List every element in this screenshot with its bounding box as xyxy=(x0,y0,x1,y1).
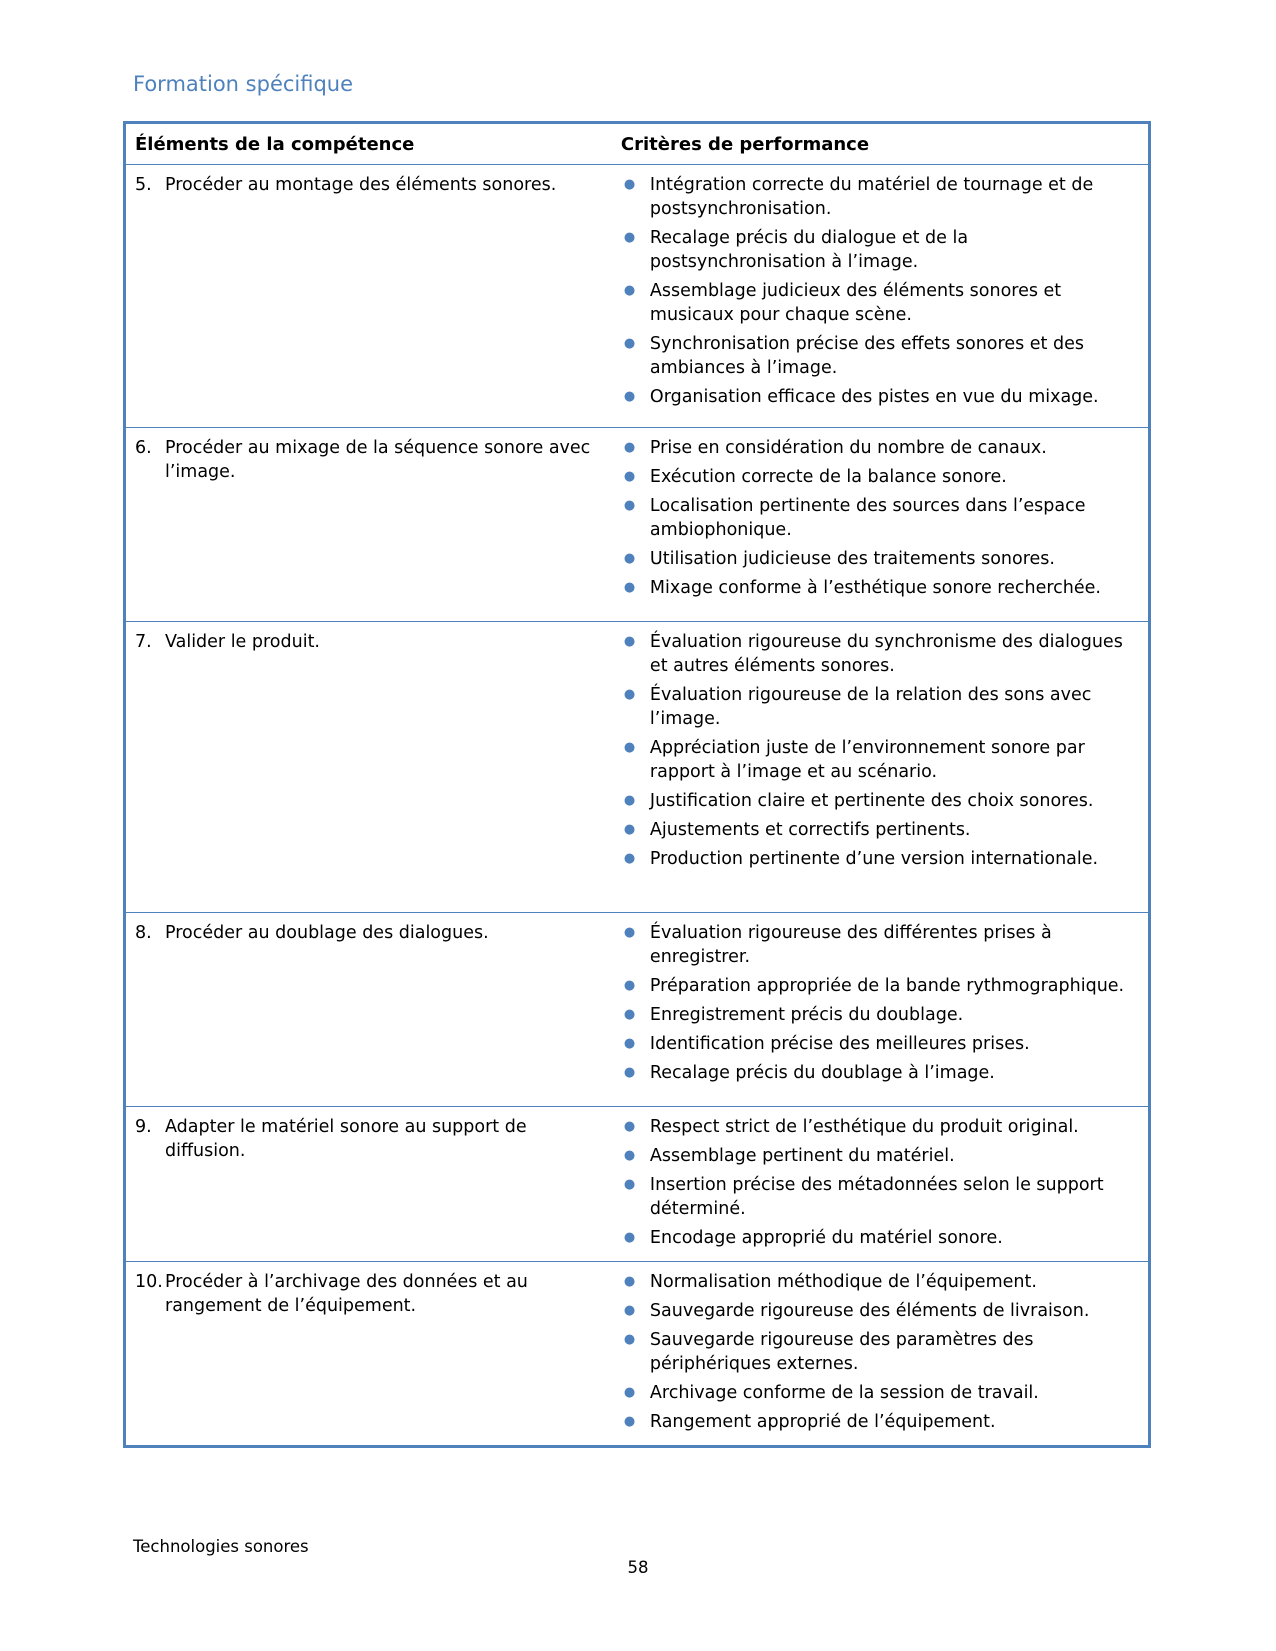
element-text: Adapter le matériel sonore au support de diffusion. xyxy=(165,1117,527,1161)
list-item xyxy=(620,847,1140,871)
bullet-icon: ● xyxy=(623,1065,636,1080)
criterion-text: Évaluation rigoureuse du synchronisme des dialogues et autres éléments sonores. xyxy=(649,632,1123,676)
table-row xyxy=(125,428,1150,622)
competence-table xyxy=(123,121,1151,1448)
list-item xyxy=(620,279,1140,327)
criteria-list xyxy=(620,1270,1140,1434)
list-item xyxy=(620,1226,1140,1250)
element-number: 6. xyxy=(135,438,152,458)
criterion-text: Évaluation rigoureuse des différentes prises à enregistrer. xyxy=(649,923,1052,967)
bullet-icon: ● xyxy=(623,1007,636,1022)
criterion-text: Encodage approprié du matériel sonore. xyxy=(649,1228,1003,1248)
element-cell xyxy=(125,622,612,913)
bullet-icon: ● xyxy=(623,1177,636,1192)
list-item xyxy=(620,974,1140,998)
criterion-text: Prise en considération du nombre de canaux. xyxy=(649,438,1047,458)
criteria-cell xyxy=(612,1262,1150,1447)
element-text: Procéder au mixage de la séquence sonore avec l’image. xyxy=(165,438,591,482)
bullet-icon: ● xyxy=(623,1230,636,1245)
table-row xyxy=(125,165,1150,428)
criterion-text: Ajustements et correctifs pertinents. xyxy=(649,820,971,840)
list-item xyxy=(620,1032,1140,1056)
page-number: 58 xyxy=(627,1558,649,1577)
criterion-text: Mixage conforme à l’esthétique sonore recherchée. xyxy=(649,578,1101,598)
criterion-text: Archivage conforme de la session de travail. xyxy=(649,1383,1039,1403)
bullet-icon: ● xyxy=(623,1332,636,1347)
list-item xyxy=(620,818,1140,842)
criterion-text: Synchronisation précise des effets sonores et des ambiances à l’image. xyxy=(649,334,1084,378)
bullet-icon: ● xyxy=(623,687,636,702)
list-item xyxy=(620,332,1140,380)
criterion-text: Enregistrement précis du doublage. xyxy=(649,1005,964,1025)
element-number: 5. xyxy=(135,175,152,195)
list-item xyxy=(620,1003,1140,1027)
element-cell xyxy=(125,1262,612,1447)
list-item xyxy=(620,683,1140,731)
bullet-icon: ● xyxy=(623,1119,636,1134)
bullet-icon: ● xyxy=(623,822,636,837)
list-item xyxy=(620,1299,1140,1323)
bullet-icon: ● xyxy=(623,1036,636,1051)
footer-text: Technologies sonores xyxy=(133,1537,309,1556)
bullet-icon: ● xyxy=(623,551,636,566)
criterion-text: Recalage précis du doublage à l’image. xyxy=(649,1063,995,1083)
bullet-icon: ● xyxy=(623,336,636,351)
list-item xyxy=(620,1410,1140,1434)
criterion-text: Sauvegarde rigoureuse des éléments de livraison. xyxy=(649,1301,1090,1321)
criterion-text: Rangement approprié de l’équipement. xyxy=(649,1412,996,1432)
criterion-text: Utilisation judicieuse des traitements sonores. xyxy=(649,549,1055,569)
criteria-cell xyxy=(612,165,1150,428)
element-text: Procéder au doublage des dialogues. xyxy=(165,923,489,943)
list-item xyxy=(620,1144,1140,1168)
bullet-icon: ● xyxy=(623,1303,636,1318)
list-item xyxy=(620,436,1140,460)
bullet-icon: ● xyxy=(623,177,636,192)
criterion-text: Évaluation rigoureuse de la relation des sons avec l’image. xyxy=(649,685,1092,729)
criteria-list xyxy=(620,921,1140,1085)
list-item xyxy=(620,547,1140,571)
criterion-text: Sauvegarde rigoureuse des paramètres des périphériques externes. xyxy=(649,1330,1034,1374)
list-item xyxy=(620,1270,1140,1294)
bullet-icon: ● xyxy=(623,498,636,513)
table-row xyxy=(125,622,1150,913)
criterion-text: Recalage précis du dialogue et de la postsynchronisation à l’image. xyxy=(649,228,969,272)
table-row xyxy=(125,1262,1150,1447)
criterion-text: Justification claire et pertinente des choix sonores. xyxy=(649,791,1094,811)
list-item xyxy=(620,494,1140,542)
criterion-text: Exécution correcte de la balance sonore. xyxy=(649,467,1007,487)
criterion-text: Production pertinente d’une version internationale. xyxy=(649,849,1099,869)
criteria-list xyxy=(620,436,1140,600)
element-text: Valider le produit. xyxy=(165,632,320,652)
list-item xyxy=(620,921,1140,969)
element-number: 7. xyxy=(135,632,152,652)
table-header-row xyxy=(125,123,1150,165)
element-text: Procéder à l’archivage des données et au rangement de l’équipement. xyxy=(165,1272,528,1316)
criteria-list xyxy=(620,630,1140,871)
criterion-text: Assemblage pertinent du matériel. xyxy=(649,1146,955,1166)
criterion-text: Insertion précise des métadonnées selon le support déterminé. xyxy=(649,1175,1104,1219)
element-text: Procéder au montage des éléments sonores. xyxy=(165,175,557,195)
bullet-icon: ● xyxy=(623,793,636,808)
criterion-text: Localisation pertinente des sources dans l’espace ambiophonique. xyxy=(649,496,1086,540)
list-item xyxy=(620,1061,1140,1085)
element-number: 9. xyxy=(135,1117,152,1137)
list-item xyxy=(620,173,1140,221)
list-item xyxy=(620,576,1140,600)
criteria-cell xyxy=(612,1107,1150,1262)
criteria-cell xyxy=(612,428,1150,622)
bullet-icon: ● xyxy=(623,978,636,993)
criterion-text: Organisation efficace des pistes en vue du mixage. xyxy=(649,387,1099,407)
criterion-text: Intégration correcte du matériel de tournage et de postsynchronisation. xyxy=(649,175,1094,219)
criteria-cell xyxy=(612,913,1150,1107)
bullet-icon: ● xyxy=(623,1385,636,1400)
bullet-icon: ● xyxy=(623,230,636,245)
list-item xyxy=(620,1328,1140,1376)
criterion-text: Préparation appropriée de la bande rythmographique. xyxy=(649,976,1125,996)
list-item xyxy=(620,465,1140,489)
bullet-icon: ● xyxy=(623,389,636,404)
list-item xyxy=(620,630,1140,678)
list-item xyxy=(620,226,1140,274)
element-cell xyxy=(125,428,612,622)
criterion-text: Respect strict de l’esthétique du produit original. xyxy=(649,1117,1079,1137)
bullet-icon: ● xyxy=(623,1148,636,1163)
element-cell xyxy=(125,913,612,1107)
criterion-text: Identification précise des meilleures prises. xyxy=(649,1034,1030,1054)
list-item xyxy=(620,1115,1140,1139)
bullet-icon: ● xyxy=(623,851,636,866)
bullet-icon: ● xyxy=(623,283,636,298)
list-item xyxy=(620,1173,1140,1221)
bullet-icon: ● xyxy=(623,925,636,940)
table-row xyxy=(125,913,1150,1107)
section-title: Formation spécifique xyxy=(133,72,354,96)
criteria-list xyxy=(620,173,1140,409)
table-row xyxy=(125,1107,1150,1262)
header-criteria: Critères de performance xyxy=(612,123,1150,165)
list-item xyxy=(620,1381,1140,1405)
criterion-text: Normalisation méthodique de l’équipement. xyxy=(649,1272,1037,1292)
criteria-cell xyxy=(612,622,1150,913)
list-item xyxy=(620,385,1140,409)
criterion-text: Assemblage judicieux des éléments sonores et musicaux pour chaque scène. xyxy=(649,281,1062,325)
bullet-icon: ● xyxy=(623,740,636,755)
list-item xyxy=(620,736,1140,784)
list-item xyxy=(620,789,1140,813)
element-cell xyxy=(125,165,612,428)
criteria-list xyxy=(620,1115,1140,1250)
element-number: 8. xyxy=(135,923,152,943)
element-number: 10. xyxy=(135,1272,163,1292)
element-cell xyxy=(125,1107,612,1262)
header-elements: Éléments de la compétence xyxy=(125,123,612,165)
bullet-icon: ● xyxy=(623,1414,636,1429)
bullet-icon: ● xyxy=(623,1274,636,1289)
bullet-icon: ● xyxy=(623,634,636,649)
bullet-icon: ● xyxy=(623,440,636,455)
bullet-icon: ● xyxy=(623,580,636,595)
bullet-icon: ● xyxy=(623,469,636,484)
criterion-text: Appréciation juste de l’environnement sonore par rapport à l’image et au scénario. xyxy=(649,738,1085,782)
